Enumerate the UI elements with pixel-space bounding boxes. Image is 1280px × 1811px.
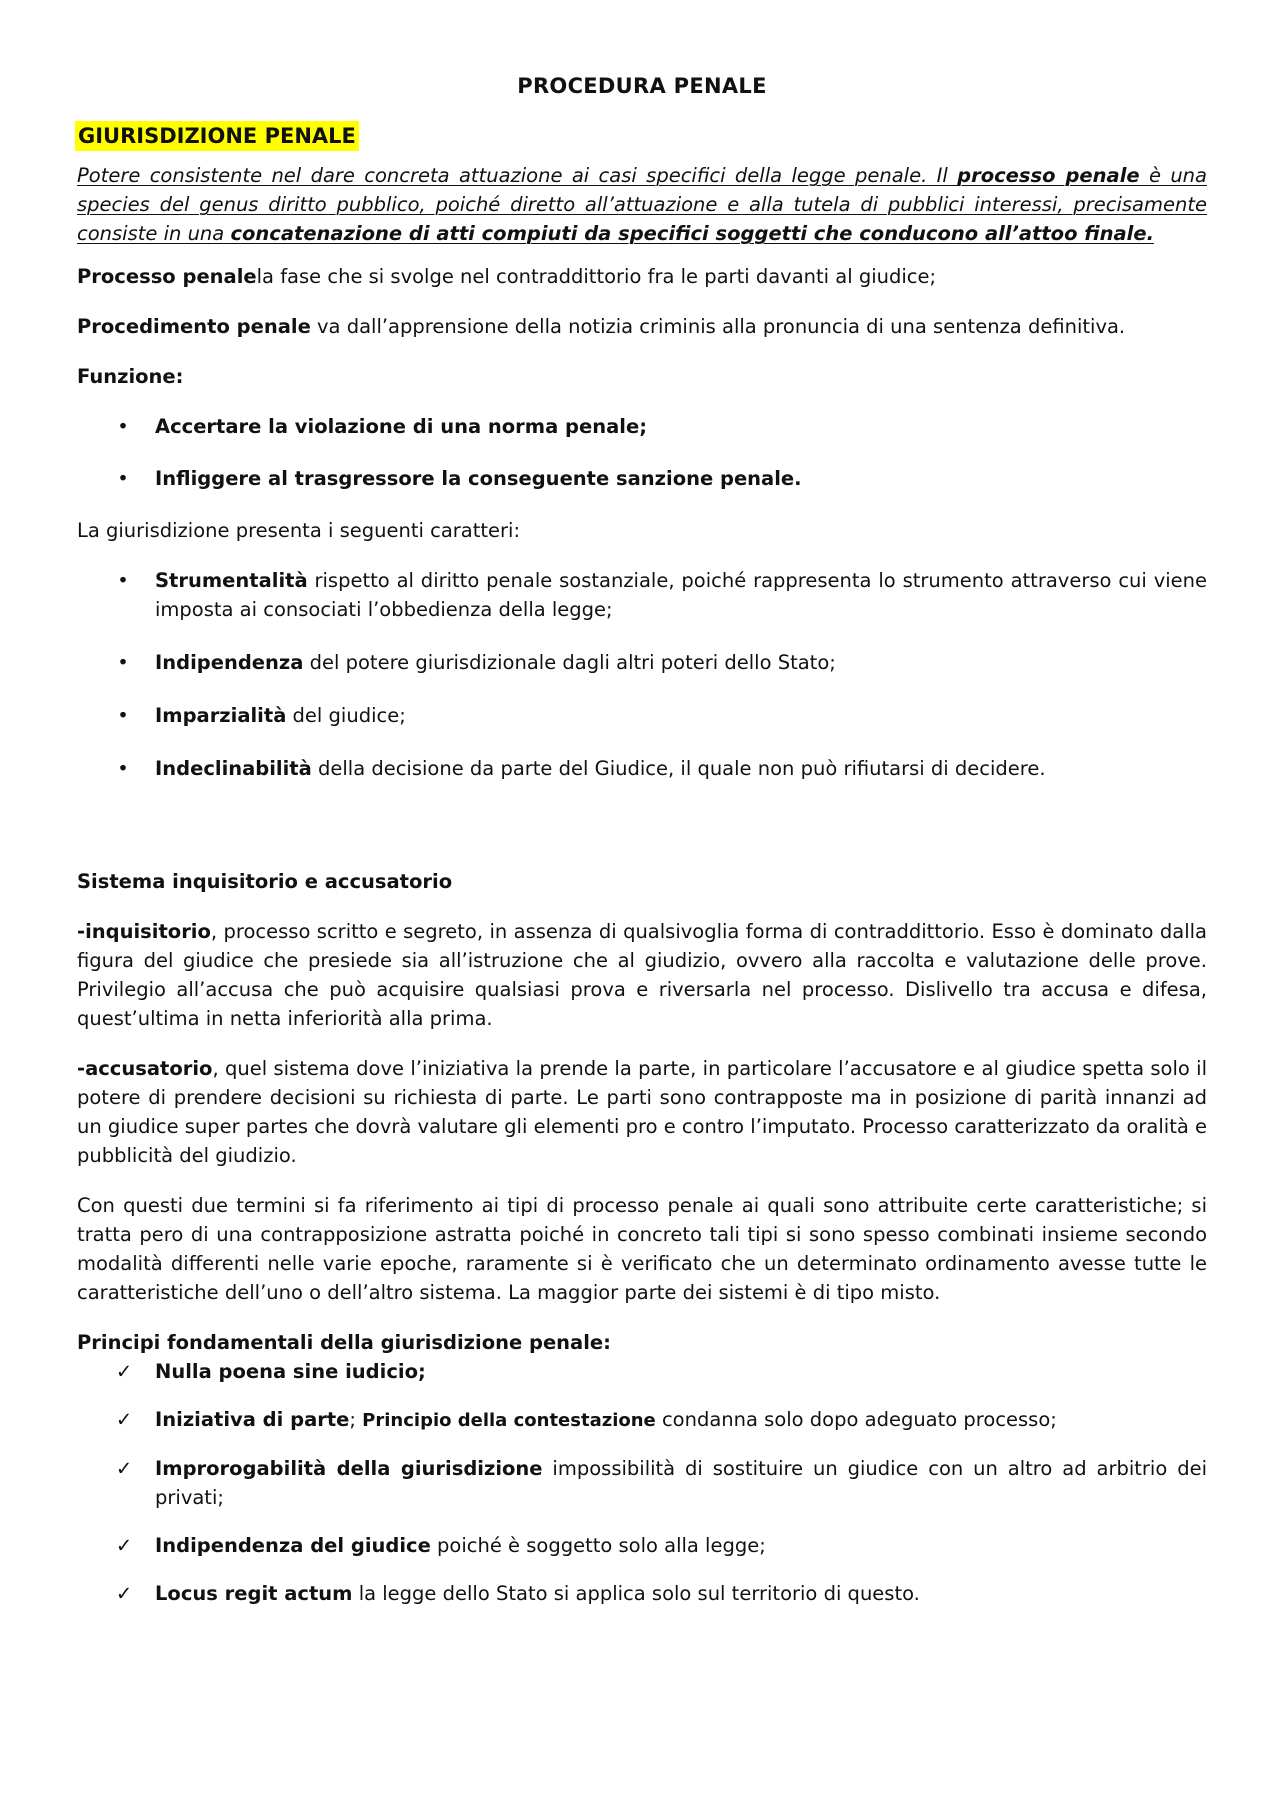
- list-item: [77, 648, 1207, 677]
- list-item-term: Indipendenza: [155, 651, 304, 674]
- section-heading-highlighted: GIURISDIZIONE PENALE: [75, 121, 359, 151]
- funzione-label-paragraph: [77, 362, 1207, 391]
- list-item-text: della decisione da parte del Giudice, il quale non può rifiutarsi di decidere.: [311, 757, 1046, 780]
- accusatorio-paragraph: [77, 1054, 1207, 1170]
- list-item-term-2: Principio della contestazione: [362, 1410, 656, 1431]
- procedimento-penale-paragraph: [77, 312, 1207, 341]
- list-item: [77, 1405, 1207, 1435]
- accusatorio-text: , quel sistema dove l’iniziativa la prende la parte, in particolare l’accusatore e al giudice spetta solo il potere di prendere decisioni su richiesta di parte. Le parti sono contrapposte ma in posizione di parità innanzi ad un giudice super partes che dovrà valutare gli elementi pro e contro l’imputato. Processo caratterizzato da oralità e pubblicità del giudizio.: [77, 1057, 1207, 1167]
- list-item-term: Strumentalità: [155, 569, 308, 592]
- list-item: [77, 1531, 1207, 1560]
- checkmark-icon: ✓: [115, 1360, 133, 1383]
- list-item-text: la legge dello Stato si applica solo sul territorio di questo.: [352, 1582, 920, 1605]
- inquisitorio-text: , processo scritto e segreto, in assenza di qualsivoglia forma di contraddittorio. Esso è dominato dalla figura del giudice che presiede sia all’istruzione che al giudizio, ovvero alla raccolta e valutazione delle prove. Privilegio all’accusa che può acquisire qualsiasi prova e riversarla nel processo. Dislivello tra accusa e difesa, quest’ultima in netta inferiorità alla prima.: [77, 920, 1207, 1030]
- document-title: PROCEDURA PENALE: [517, 74, 767, 98]
- list-item-term: Imparzialità: [155, 704, 287, 727]
- list-item-text: del giudice;: [286, 704, 406, 727]
- list-item-text: impossibilità di sostituire un giudice con un altro ad arbitrio dei privati;: [155, 1457, 1207, 1509]
- bullet-icon: •: [117, 467, 129, 490]
- document-page: [77, 72, 1207, 1627]
- bullet-icon: •: [117, 757, 129, 780]
- list-item-term: Indipendenza del giudice: [155, 1534, 431, 1557]
- list-item-term: Improrogabilità della giurisdizione: [155, 1457, 543, 1480]
- checkmark-icon: ✓: [115, 1408, 133, 1431]
- processo-penale-paragraph: [77, 262, 1207, 291]
- spacer: [77, 807, 1207, 867]
- inquisitorio-term: -inquisitorio: [77, 920, 211, 943]
- processo-definition: la fase che si svolge nel contraddittorio fra le parti davanti al giudice;: [256, 265, 937, 288]
- bullet-icon: •: [117, 704, 129, 727]
- list-item-text: Accertare la violazione di una norma penale;: [155, 415, 647, 438]
- list-item: [77, 1579, 1207, 1608]
- list-item: [77, 464, 1207, 493]
- principi-title-paragraph: [77, 1328, 1207, 1357]
- processo-term: Processo penale: [77, 265, 257, 288]
- intro-bold-1: processo penale: [957, 164, 1140, 187]
- list-item: [77, 754, 1207, 783]
- list-item: [77, 1454, 1207, 1512]
- funzione-list: [77, 412, 1207, 493]
- checkmark-icon: ✓: [115, 1534, 133, 1557]
- sistema-title-paragraph: [77, 867, 1207, 896]
- list-item-text: rispetto al diritto penale sostanziale, poiché rappresenta lo strumento attraverso cui viene imposta ai consociati l’obbedienza della legge;: [155, 569, 1207, 621]
- list-item-text: del potere giurisdizionale dagli altri poteri dello Stato;: [303, 651, 836, 674]
- principi-list: [77, 1357, 1207, 1608]
- caratteri-list: [77, 566, 1207, 783]
- list-item-term: Iniziativa di parte: [155, 1408, 350, 1431]
- checkmark-icon: ✓: [115, 1582, 133, 1605]
- intro-text-2: è una species del genus diritto pubblico, poiché diretto all’attuazione e alla tutela di pubblici interessi, precisamente consiste in una: [77, 164, 1207, 245]
- funzione-label: Funzione:: [77, 365, 184, 388]
- intro-bold-2: concatenazione di atti compiuti da specifici soggetti che conducono all’attoo finale.: [230, 222, 1154, 245]
- procedimento-definition: va dall’apprensione della notizia criminis alla pronuncia di una sentenza definitiva.: [310, 315, 1126, 338]
- sistema-title: Sistema inquisitorio e accusatorio: [77, 870, 453, 893]
- checkmark-icon: ✓: [115, 1457, 133, 1480]
- bullet-icon: •: [117, 415, 129, 438]
- bullet-icon: •: [117, 569, 129, 592]
- list-item-text: poiché è soggetto solo alla legge;: [430, 1534, 766, 1557]
- list-item-separator: ;: [349, 1408, 363, 1431]
- principi-title: Principi fondamentali della giurisdizione penale:: [77, 1331, 611, 1354]
- list-item-term: Locus regit actum: [155, 1582, 353, 1605]
- list-item-text: Infliggere al trasgressore la conseguente sanzione penale.: [155, 467, 802, 490]
- list-item-term: Nulla poena sine iudicio;: [155, 1360, 426, 1383]
- list-item: [77, 566, 1207, 624]
- inquisitorio-paragraph: [77, 917, 1207, 1033]
- list-item-term: Indeclinabilità: [155, 757, 312, 780]
- procedimento-term: Procedimento penale: [77, 315, 311, 338]
- accusatorio-term: -accusatorio: [77, 1057, 213, 1080]
- caratteri-intro: La giurisdizione presenta i seguenti caratteri:: [77, 519, 521, 542]
- termini-paragraph: Con questi due termini si fa riferimento ai tipi di processo penale ai quali sono attribuite certe caratteristiche; si tratta pero di una contrapposizione astratta poiché in concreto tali tipi si sono spesso combinati insieme secondo modalità differenti nelle varie epoche, raramente si è verificato che un determinato ordinamento avesse tutte le caratteristiche dell’uno o dell’altro sistema. La maggior parte dei sistemi è di tipo misto.: [77, 1194, 1207, 1304]
- intro-paragraph: [77, 161, 1207, 248]
- list-item-text: condanna solo dopo adeguato processo;: [655, 1408, 1057, 1431]
- intro-text-1: Potere consistente nel dare concreta attuazione ai casi specifici della legge penale. Il: [77, 164, 958, 187]
- bullet-icon: •: [117, 651, 129, 674]
- list-item: [77, 412, 1207, 441]
- list-item: [77, 701, 1207, 730]
- list-item: [77, 1357, 1207, 1386]
